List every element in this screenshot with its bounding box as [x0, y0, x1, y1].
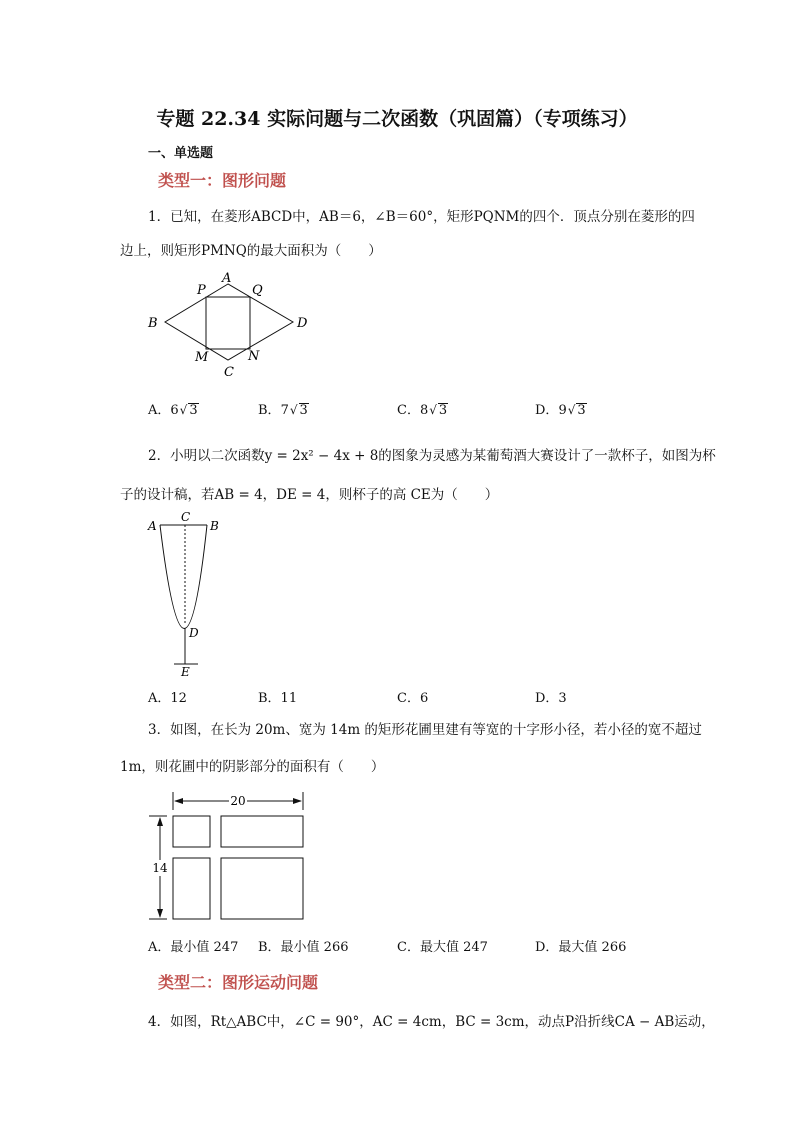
- rhombus-figure: [140, 268, 320, 383]
- q3-option-c[interactable]: C．最大值 247: [397, 940, 488, 955]
- q1-text-line1: 1．已知，在菱形ABCD中，AB＝6，∠B＝60°，矩形PQNM的四个．顶点分别在菱形的四: [148, 209, 695, 225]
- label-E: E: [181, 665, 190, 679]
- label-C: C: [181, 510, 191, 524]
- arrow-left-icon: [174, 798, 183, 804]
- q3-text-line2: 1m，则花圃中的阴影部分的面积有（ ）: [120, 759, 385, 775]
- q1-text-line2: 边上，则矩形PMNQ的最大面积为（ ）: [120, 243, 382, 259]
- label-D: D: [297, 316, 308, 331]
- height-label: 14: [152, 861, 168, 875]
- label-D: D: [189, 626, 199, 640]
- type-heading-1: 类型一：图形问题: [158, 171, 287, 190]
- parabola-curve: [160, 525, 207, 629]
- label-M: M: [195, 350, 209, 365]
- arrow-up-icon: [157, 817, 163, 826]
- plot-bottom-left: [173, 858, 210, 919]
- plot-top-left: [173, 816, 210, 847]
- label-P: P: [197, 283, 206, 298]
- q1-option-a[interactable]: A．6√ 3: [148, 403, 198, 418]
- label-N: N: [248, 349, 260, 364]
- page-title: 专题 22.34 实际问题与二次函数（巩固篇）（专项练习）: [156, 108, 638, 130]
- plot-top-right: [221, 816, 303, 847]
- q3-option-a[interactable]: A．最小值 247: [148, 940, 239, 955]
- q1-option-b[interactable]: B．7√ 3: [258, 403, 308, 418]
- q3-text-line1: 3．如图，在长为 20m、宽为 14m 的矩形花圃里建有等宽的十字形小径，若小径的宽不超过: [148, 722, 702, 738]
- q3-option-d[interactable]: D．最大值 266: [535, 940, 627, 955]
- q4-text-line1: 4．如图，Rt△ABC中，∠C = 90°，AC = 4cm，BC = 3cm，动点P沿折线CA − AB运动，: [148, 1014, 715, 1030]
- arrow-right-icon: [293, 798, 302, 804]
- q2-text-line1: 2．小明以二次函数y = 2x² − 4x + 8的图象为灵感为某葡萄酒大赛设计了一款杯子，如图为杯: [148, 448, 716, 464]
- arrow-down-icon: [157, 909, 163, 918]
- garden-figure: [145, 788, 310, 923]
- label-B: B: [210, 519, 219, 533]
- plot-bottom-right: [221, 858, 303, 919]
- q3-option-b[interactable]: B．最小值 266: [258, 940, 349, 955]
- q2-option-d[interactable]: D．3: [535, 691, 567, 706]
- q1-option-d[interactable]: D．9√ 3: [535, 403, 586, 418]
- label-B: B: [148, 316, 158, 331]
- q2-text-line2: 子的设计稿，若AB = 4，DE = 4，则杯子的高 CE为（ ）: [120, 487, 499, 503]
- q1-option-c[interactable]: C．8√ 3: [397, 403, 448, 418]
- cup-figure: [140, 508, 230, 683]
- section-heading: 一、单选题: [148, 146, 214, 161]
- q2-option-b[interactable]: B．11: [258, 691, 298, 706]
- label-A: A: [148, 519, 157, 533]
- label-Q: Q: [252, 283, 263, 298]
- label-C: C: [224, 365, 234, 380]
- q2-option-c[interactable]: C．6: [397, 691, 429, 706]
- rectangle-shape: [206, 297, 250, 349]
- width-label: 20: [230, 794, 246, 808]
- q2-option-a[interactable]: A．12: [148, 691, 187, 706]
- type-heading-2: 类型二：图形运动问题: [158, 973, 319, 992]
- label-A: A: [222, 271, 232, 286]
